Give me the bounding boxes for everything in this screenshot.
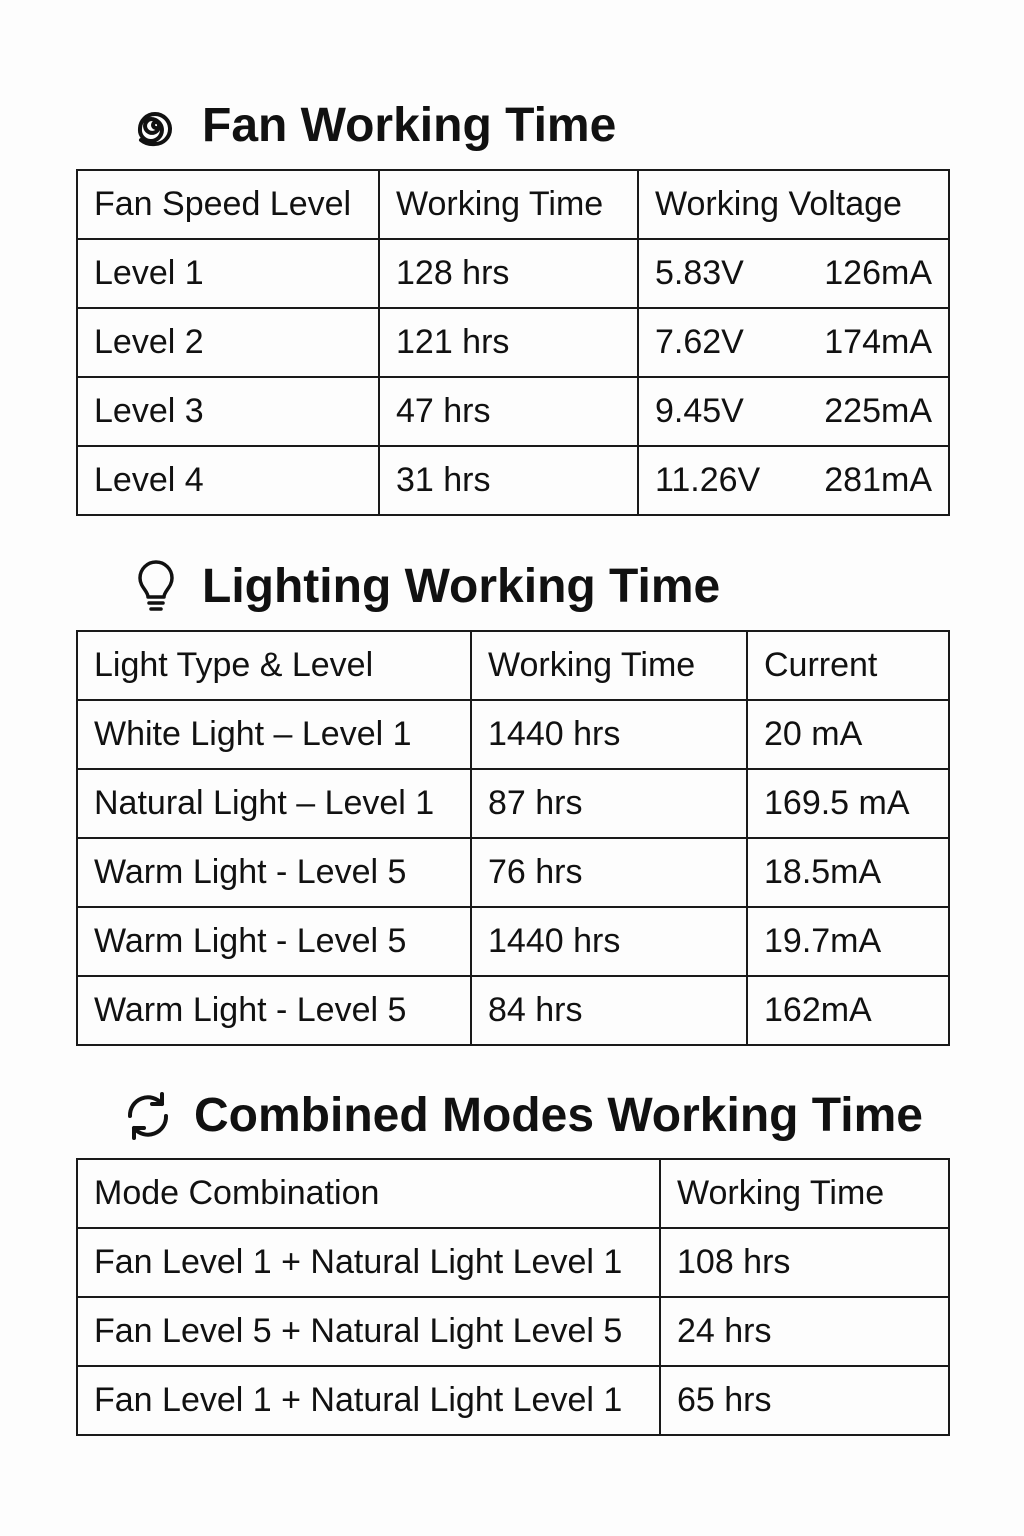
- working-time-cell: 65 hrs: [660, 1366, 949, 1435]
- lighting-section-title: [128, 559, 720, 615]
- table-row: [77, 239, 949, 308]
- table-row: [77, 838, 949, 907]
- column-header: Mode Combination: [77, 1159, 660, 1228]
- current-cell: 19.7mA: [747, 907, 949, 976]
- working-time-cell: 84 hrs: [471, 976, 747, 1045]
- table-header-row: [77, 170, 949, 239]
- table-row: [77, 1297, 949, 1366]
- fan-title-text: Fan Working Time: [202, 99, 617, 152]
- current-value: 281mA: [824, 461, 932, 499]
- working-time-cell: 31 hrs: [379, 446, 638, 515]
- working-time-cell: 121 hrs: [379, 308, 638, 377]
- table-header-row: [77, 1159, 949, 1228]
- voltage-value: 7.62V: [655, 323, 744, 361]
- light-type-cell: Warm Light - Level 5: [77, 976, 471, 1045]
- table-row: [77, 1366, 949, 1435]
- voltage-current-cell: [638, 446, 949, 515]
- table-row: [77, 700, 949, 769]
- working-time-cell: 128 hrs: [379, 239, 638, 308]
- fan-spiral-icon: [128, 98, 184, 154]
- light-type-cell: Warm Light - Level 5: [77, 907, 471, 976]
- working-time-cell: 87 hrs: [471, 769, 747, 838]
- mode-combination-cell: Fan Level 1 + Natural Light Level 1: [77, 1366, 660, 1435]
- current-cell: 162mA: [747, 976, 949, 1045]
- voltage-value: 5.83V: [655, 254, 744, 292]
- working-time-cell: 47 hrs: [379, 377, 638, 446]
- working-time-cell: 108 hrs: [660, 1228, 949, 1297]
- combined-section-title: [120, 1088, 923, 1144]
- current-cell: 169.5 mA: [747, 769, 949, 838]
- light-type-cell: White Light – Level 1: [77, 700, 471, 769]
- voltage-value: 9.45V: [655, 392, 744, 430]
- voltage-current-cell: [638, 239, 949, 308]
- column-header: Working Time: [471, 631, 747, 700]
- working-time-cell: 1440 hrs: [471, 907, 747, 976]
- lighting-table: [76, 630, 950, 1046]
- table-row: [77, 377, 949, 446]
- working-time-cell: 24 hrs: [660, 1297, 949, 1366]
- current-value: 225mA: [824, 392, 932, 430]
- light-type-cell: Warm Light - Level 5: [77, 838, 471, 907]
- fan-level-cell: Level 2: [77, 308, 379, 377]
- lighting-title-text: Lighting Working Time: [202, 560, 721, 613]
- column-header: Current: [747, 631, 949, 700]
- working-time-cell: 76 hrs: [471, 838, 747, 907]
- current-cell: 18.5mA: [747, 838, 949, 907]
- current-value: 126mA: [824, 254, 932, 292]
- table-row: [77, 1228, 949, 1297]
- fan-section-title: [128, 98, 616, 154]
- mode-combination-cell: Fan Level 5 + Natural Light Level 5: [77, 1297, 660, 1366]
- table-row: [77, 907, 949, 976]
- cycle-arrows-icon: [120, 1088, 176, 1144]
- fan-level-cell: Level 4: [77, 446, 379, 515]
- voltage-value: 11.26V: [655, 461, 761, 499]
- light-bulb-icon: [128, 559, 184, 615]
- fan-table: [76, 169, 950, 516]
- column-header: Working Voltage: [638, 170, 949, 239]
- light-type-cell: Natural Light – Level 1: [77, 769, 471, 838]
- fan-level-cell: Level 1: [77, 239, 379, 308]
- current-value: 174mA: [824, 323, 932, 361]
- voltage-current-cell: [638, 377, 949, 446]
- combined-title-text: Combined Modes Working Time: [194, 1089, 923, 1142]
- voltage-current-cell: [638, 308, 949, 377]
- column-header: Fan Speed Level: [77, 170, 379, 239]
- table-row: [77, 446, 949, 515]
- column-header: Working Time: [379, 170, 638, 239]
- fan-level-cell: Level 3: [77, 377, 379, 446]
- column-header: Working Time: [660, 1159, 949, 1228]
- table-row: [77, 308, 949, 377]
- table-row: [77, 769, 949, 838]
- table-header-row: [77, 631, 949, 700]
- working-time-cell: 1440 hrs: [471, 700, 747, 769]
- column-header: Light Type & Level: [77, 631, 471, 700]
- combined-table: [76, 1158, 950, 1436]
- table-row: [77, 976, 949, 1045]
- mode-combination-cell: Fan Level 1 + Natural Light Level 1: [77, 1228, 660, 1297]
- current-cell: 20 mA: [747, 700, 949, 769]
